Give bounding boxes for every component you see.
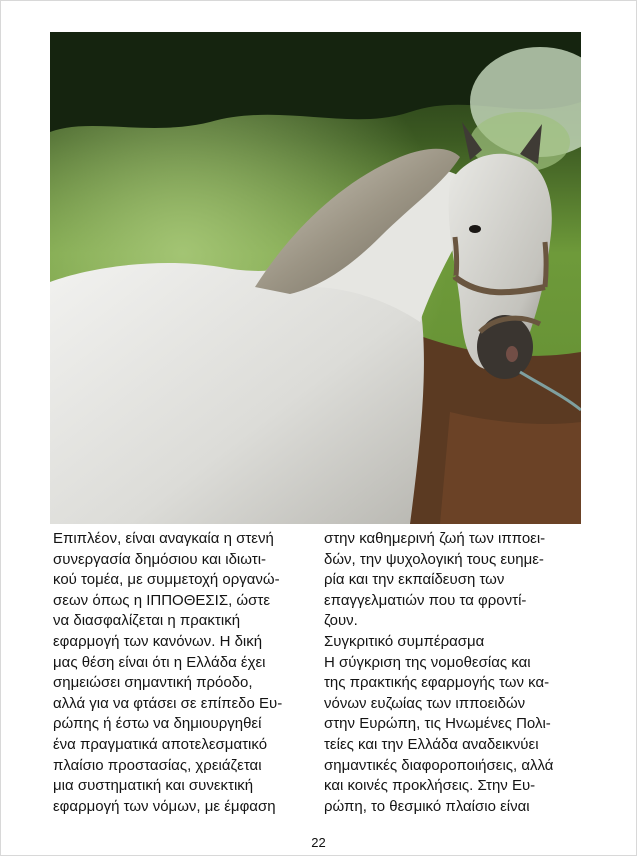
text-line: ένα πραγματικά αποτελεσματικό — [53, 735, 268, 753]
text-line: νόνων ευζωίας των ιπποειδών — [324, 694, 526, 712]
text-line: εφαρμογή των νόμων, με έμφαση — [53, 797, 276, 815]
horse-photo — [50, 32, 581, 524]
text-line: ρώπης ή έστω να δημιουργηθεί — [53, 715, 262, 733]
text-line: να διασφαλίζεται η πρακτική — [53, 612, 241, 630]
text-line: στην Ευρώπη, τις Ηνωμένες Πολι- — [324, 715, 551, 733]
text-line: ζουν. — [324, 612, 358, 630]
left-paragraph — [53, 529, 321, 817]
left-text-column — [53, 529, 321, 817]
right-paragraph-continued — [324, 529, 588, 632]
text-line: μια συστηματική και συνεκτική — [53, 777, 254, 795]
text-line: της πρακτικής εφαρμογής των κα- — [324, 674, 550, 692]
text-line: δών, την ψυχολογική τους ευημε- — [324, 550, 544, 568]
section-heading: Συγκριτικό συμπέρασμα — [324, 632, 485, 650]
text-line: στην καθημερινή ζωή των ιπποει- — [324, 530, 546, 547]
right-paragraph-conclusion — [324, 653, 588, 818]
text-line: σεων όπως η ΙΠΠΟΘΕΣΙΣ, ώστε — [53, 591, 271, 609]
text-line: αλλά για να φτάσει σε επίπεδο Ευ- — [53, 694, 283, 712]
text-line: Η σύγκριση της νομοθεσίας και — [324, 653, 531, 671]
text-line: μας θέση είναι ότι η Ελλάδα έχει — [53, 653, 266, 671]
text-line: Επιπλέον, είναι αναγκαία η στενή — [53, 530, 274, 547]
right-text-column — [324, 529, 588, 817]
text-line: επαγγελματιών που τα φροντί- — [324, 591, 527, 609]
text-line: πλαίσιο προστασίας, χρειάζεται — [53, 756, 262, 774]
text-line: και κοινές προκλήσεις. Στην Ευ- — [324, 777, 536, 795]
text-line: ρία και την εκπαίδευση των — [324, 571, 505, 589]
page-number: 22 — [311, 835, 326, 850]
text-line: κού τομέα, με συμμετοχή οργανώ- — [53, 571, 280, 589]
text-line: σημειώσει σημαντική πρόοδο, — [53, 674, 253, 692]
text-line: συνεργασία δημόσιου και ιδιωτι- — [53, 550, 267, 568]
text-line: ρώπη, το θεσμικό πλαίσιο είναι — [324, 797, 530, 815]
text-line: εφαρμογή των κανόνων. Η δική — [53, 632, 263, 650]
text-line: σημαντικές διαφοροποιήσεις, αλλά — [324, 756, 554, 774]
text-line: τείες και την Ελλάδα αναδεικνύει — [324, 735, 539, 753]
